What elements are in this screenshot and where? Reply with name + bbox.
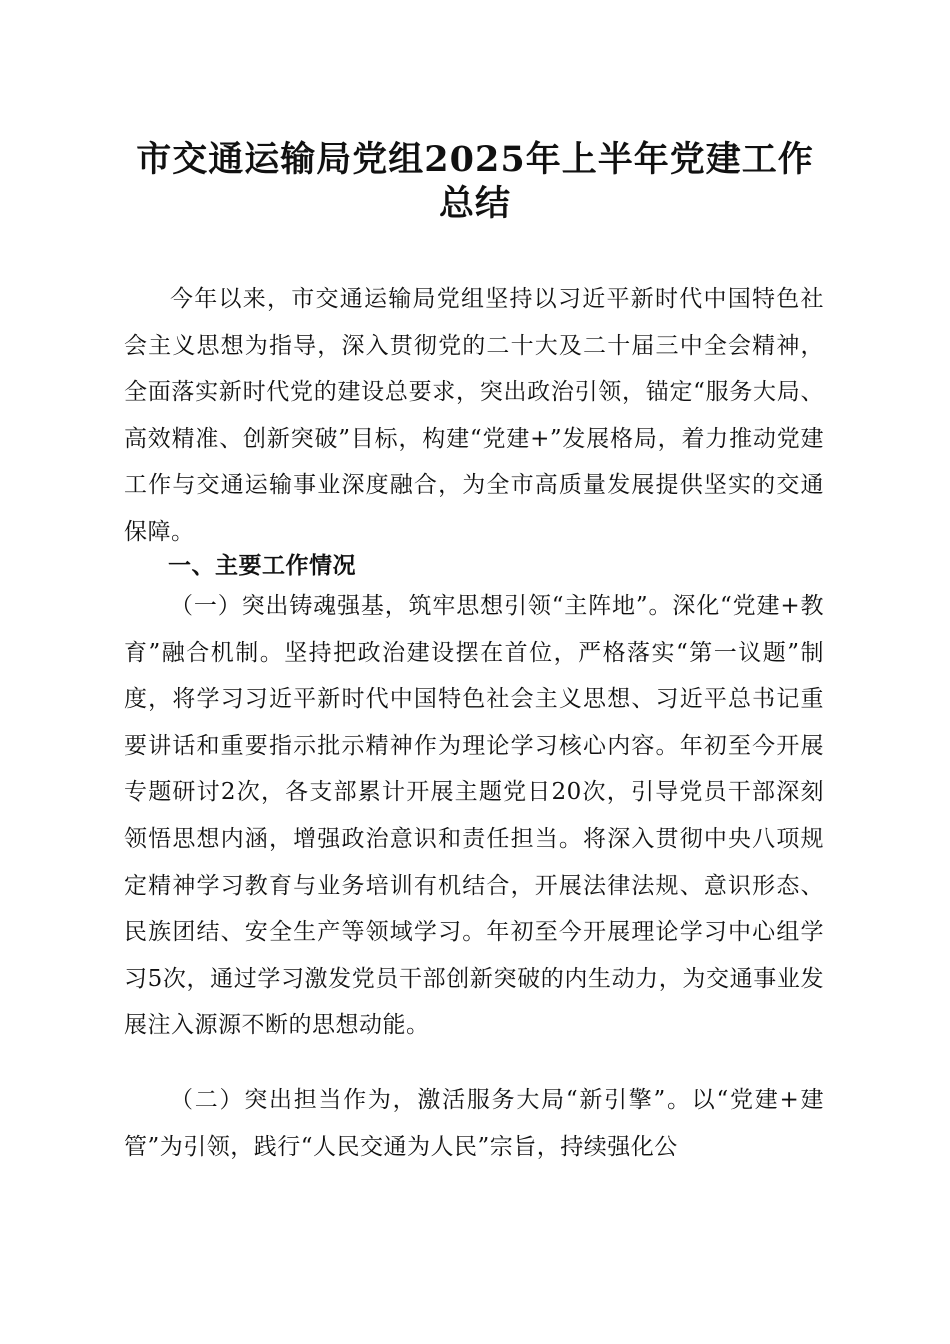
section-heading: 一、主要工作情况 — [168, 553, 356, 579]
section-one-part-one — [124, 583, 824, 1049]
paragraph-1: （一）突出铸魂强基，筑牢思想引领“主阵地”。深化“党建+教育”融合机制。坚持把政治建设摆在首位，严格落实“第一议题”制度，将学习习近平新时代中国特色社会主义思想、习近平总书记重要讲话和重要指示批示精神作为理论学习核心内容。年初至今开展专题研讨2次，各支部累计开展主题党日20次，引导党员干部深刻领悟思想内涵，增强政治意识和责任担当。将深入贯彻中央八项规定精神学习教育与业务培训有机结合，开展法律法规、意识形态、民族团结、安全生产等领域学习。年初至今开展理论学习中心组学习5次，通过学习激发党员干部创新突破的内生动力，为交通事业发展注入源源不断的思想动能。 — [124, 593, 824, 1039]
intro-section — [124, 276, 824, 556]
intro-paragraph: 今年以来，市交通运输局党组坚持以习近平新时代中国特色社会主义思想为指导，深入贯彻党的二十大及二十届三中全会精神，全面落实新时代党的建设总要求，突出政治引领，锚定“服务大局、高效精准、创新突破”目标，构建“党建+”发展格局，着力推动党建工作与交通运输事业深度融合，为全市高质量发展提供坚实的交通保障。 — [124, 286, 824, 545]
paragraph-2: （二）突出担当作为，激活服务大局“新引擎”。以“党建+建管”为引领，践行“人民交通为人民”宗旨，持续强化公 — [124, 1087, 824, 1160]
section-one-part-two — [124, 1077, 824, 1170]
document-title: 市交通运输局党组2025年上半年党建工作总结 — [136, 139, 814, 224]
